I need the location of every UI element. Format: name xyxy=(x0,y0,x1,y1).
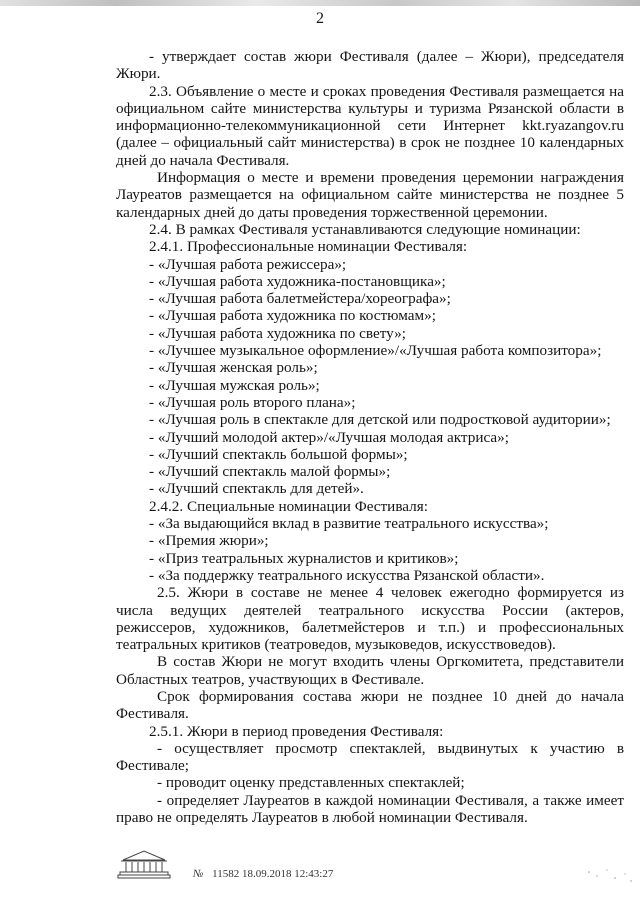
list-item: - «Лучшая работа художника-постановщика»; xyxy=(149,272,446,290)
list-item: - «Лучший спектакль большой формы»; xyxy=(149,445,408,463)
paragraph: В состав Жюри не могут входить члены Оргкомитета, представители Областных театров, участвующих в Фестивале. xyxy=(116,653,624,688)
list-item: - «Приз театральных журналистов и критиков»; xyxy=(149,549,459,567)
special-nominations-list xyxy=(116,515,624,584)
document-datetime: 18.09.2018 12:43:27 xyxy=(241,868,334,880)
professional-nominations-list xyxy=(116,256,624,498)
scan-top-strip xyxy=(0,0,640,6)
list-item: - «Лучшая роль в спектакле для детской или подростковой аудитории»; xyxy=(149,411,611,429)
list-item: - «За поддержку театрального искусства Рязанской области». xyxy=(149,566,545,584)
government-building-stamp-icon xyxy=(115,846,173,880)
paragraph: 2.4.2. Специальные номинации Фестиваля: xyxy=(149,497,428,515)
paragraph: Срок формирования состава жюри не позднее 10 дней до начала Фестиваля. xyxy=(116,687,624,723)
list-item: - «Лучший спектакль для детей». xyxy=(149,480,364,498)
list-item: - «Лучшая работа художника по костюмам»; xyxy=(149,307,436,325)
list-item: - «Лучшее музыкальное оформление»/«Лучшая работа композитора»; xyxy=(149,342,602,360)
paragraph: - утверждает состав жюри Фестиваля (далее – Жюри), председателя Жюри. xyxy=(116,48,624,83)
document-body xyxy=(116,48,624,826)
registration-stamp xyxy=(193,868,333,880)
paragraph: 2.4. В рамках Фестиваля устанавливаются следующие номинации: xyxy=(149,220,581,238)
list-item: - «Лучшая женская роль»; xyxy=(149,359,318,377)
document-footer xyxy=(115,846,635,886)
paragraph: Информация о месте и времени проведения церемонии награждения Лауреатов размещается на официальном сайте министерства не позднее 5 календарных дней до даты проведения торжественной церемонии. xyxy=(116,169,624,221)
list-item: - «Лучший спектакль малой формы»; xyxy=(149,463,391,481)
list-item: - «За выдающийся вклад в развитие театрального искусства»; xyxy=(149,515,549,533)
page-number: 2 xyxy=(316,10,324,27)
list-item: - «Лучшая роль второго плана»; xyxy=(149,393,356,411)
paragraph: - определяет Лауреатов в каждой номинации Фестиваля, а также имеет право не определять Лауреатов в любой номинации Фестиваля. xyxy=(116,791,624,827)
paragraph: 2.5. Жюри в составе не менее 4 человек ежегодно формируется из числа ведущих деятелей театрального искусства России (актеров, режиссеров, художников, балетмейстеров и т.п.) и профессиональных театральных критиков (театроведов, музыковедов, искусствоведов). xyxy=(116,584,624,654)
scan-specks xyxy=(585,866,635,886)
list-item: - «Премия жюри»; xyxy=(149,532,269,550)
list-item: - «Лучший молодой актер»/«Лучшая молодая актриса»; xyxy=(149,428,509,446)
paragraph: - проводит оценку представленных спектаклей; xyxy=(157,774,465,792)
list-item: - «Лучшая работа художника по свету»; xyxy=(149,324,406,342)
paragraph: 2.4.1. Профессиональные номинации Фестиваля: xyxy=(149,238,468,256)
number-mark: № xyxy=(193,868,204,880)
paragraph: 2.3. Объявление о месте и сроках проведения Фестиваля размещается на официальном сайте министерства культуры и туризма Рязанской области в информационно-телекоммуникационной сети Интернет kkt.ryazangov.ru (далее – официальный сайт министерства) в срок не позднее 10 календарных дней до начала Фестиваля. xyxy=(116,82,624,169)
paragraph: - осуществляет просмотр спектаклей, выдвинутых к участию в Фестивале; xyxy=(116,739,624,775)
list-item: - «Лучшая работа режиссера»; xyxy=(149,255,347,273)
paragraph: 2.5.1. Жюри в период проведения Фестиваля: xyxy=(149,722,444,740)
list-item: - «Лучшая мужская роль»; xyxy=(149,376,320,394)
document-number: 11582 xyxy=(212,868,240,880)
list-item: - «Лучшая работа балетмейстера/хореографа»; xyxy=(149,290,451,308)
